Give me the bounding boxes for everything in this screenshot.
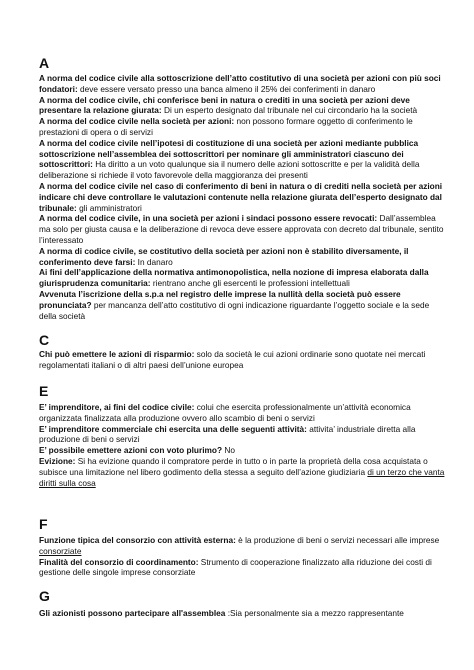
answer: :Sia personalmente sia a mezzo rappresentante — [225, 608, 404, 618]
question: Chi può emettere le azioni di risparmio: — [39, 349, 195, 359]
question: A norma del codice civile, chi conferisce beni in natura o crediti in una società per azioni deve presentare la relazione giurata: — [39, 94, 410, 116]
answer: Strumento di cooperazione finalizzato alla riduzione dei costi di gestione delle singole imprese consorziate — [39, 556, 432, 578]
entry-e-1 — [39, 402, 445, 424]
entry-a-1 — [39, 73, 445, 95]
section-a-entries — [39, 73, 445, 321]
answer: è la produzione di beni o servizi necessari alle imprese — [235, 535, 440, 545]
question: A norma del codice civile nella società per azioni: — [39, 116, 235, 127]
question: A norma del codice civile alla sottoscrizione dell’atto costitutivo di una società per azioni con più soci fondatori: — [39, 73, 441, 94]
answer: non possono formare oggetto di conferimento le prestazioni di opera o di servizi — [39, 116, 413, 137]
answer: gli amministratori — [76, 202, 142, 213]
entry-a-6 — [39, 213, 445, 245]
answer: Di un esperto designato dal tribunale nel cui circondario ha la società — [161, 105, 418, 116]
answer: Ha diritto a un voto qualunque sia il numero delle azioni sottoscritte e per la validità della deliberazione si richiede il voto favorevole della maggioranza dei presenti — [39, 159, 420, 181]
entry-a-4 — [39, 138, 445, 181]
question: Ai fini dell’applicazione della normativa antimonopolistica, nella nozione di impresa elaborata dalla giurisprudenza comunitaria: — [39, 267, 429, 289]
section-letter-g: G — [39, 588, 50, 604]
section-e-entries — [39, 402, 445, 488]
question: E’ imprenditore commerciale chi esercita una delle seguenti attività: — [39, 423, 307, 434]
question: A norma del codice civile nel caso di conferimento di beni in natura o di crediti nella società per azioni indicare chi deve controllare le valutazioni contenute nella relazione giurata dell’esperto designato dal tribunale: — [39, 180, 443, 213]
section-letter-a: A — [39, 55, 50, 71]
question: A norma del codice civile nell’ipotesi di costituzione di una società per azioni mediante pubblica sottoscrizione nell’assemblea dei sottoscrittori per nominare gli amministratori ciascuno dei sottoscrittori: — [39, 137, 419, 170]
entry-c-1 — [39, 349, 445, 371]
entry-e-2 — [39, 424, 445, 446]
question: Avvenuta l’iscrizione della s.p.a nel registro delle imprese la nullità della società può essere pronunciata? — [39, 288, 401, 310]
answer: No — [222, 445, 235, 456]
question: Evizione: — [39, 455, 76, 466]
section-letter-c: C — [39, 332, 50, 348]
entry-a-7 — [39, 246, 445, 268]
section-letter-f: F — [39, 516, 48, 532]
answer: attivita’ industriale diretta alla produzione di beni o servizi — [39, 423, 416, 445]
section-letter-e: E — [39, 383, 49, 399]
question: Gli azionisti possono partecipare all'assemblea — [39, 608, 226, 618]
answer: Si ha evizione quando il compratore perde in tutto o in parte la proprietà della cosa acquistata o subisce una limitazione nel libero godimento della stessa a seguito dell’azione giudiziaria — [39, 455, 428, 477]
answer: In danaro — [135, 256, 173, 267]
answer: deve essere versato presso una banca almeno il 25% dei conferimenti in danaro — [77, 83, 376, 94]
question: A norma del codice civile, in una società per azioni i sindaci possono essere revocati: — [39, 213, 378, 224]
entry-e-4 — [39, 456, 445, 488]
question: E’ possibile emettere azioni con voto plurimo? — [39, 445, 223, 456]
entry-a-8 — [39, 267, 445, 289]
entry-f-1 — [39, 535, 445, 557]
entry-e-3 — [39, 445, 445, 456]
question: Finalità del consorzio di coordinamento: — [39, 556, 199, 567]
question: E’ imprenditore, ai fini del codice civile: — [39, 402, 195, 412]
answer: Dall’assemblea ma solo per giusta causa e la deliberazione di revoca deve essere approvata con decreto dal tribunale, sentito l’interessato — [39, 213, 444, 245]
entry-a-3 — [39, 116, 445, 138]
section-f-entries — [39, 535, 445, 578]
section-g-entries — [39, 608, 445, 619]
answer-underlined: consorziate — [39, 545, 82, 556]
answer: rientrano anche gli esercenti le professioni intellettuali — [150, 278, 350, 289]
answer: solo da società le cui azioni ordinarie sono quotate nei mercati regolamentati italiani o di altri paesi dell’unione europea — [39, 349, 426, 370]
entry-a-2 — [39, 95, 445, 117]
entry-f-2 — [39, 557, 445, 579]
entry-g-1 — [39, 608, 445, 619]
entry-a-5 — [39, 181, 445, 213]
answer-underlined: di un terzo che vanta diritti sulla cosa — [39, 466, 445, 488]
question: A norma di codice civile, se costitutivo della società per azioni non è stabilito diversamente, il conferimento deve farsi: — [39, 245, 409, 267]
entry-a-9 — [39, 289, 445, 321]
question: Funzione tipica del consorzio con attività esterna: — [39, 535, 236, 545]
answer: colui che esercita professionalmente un’attività economica organizzata finalizzata alla produzione ovvero allo scambio di beni o servizi — [39, 402, 411, 423]
section-c-entries — [39, 349, 445, 371]
answer: per mancanza dell’atto costitutivo di ogni indicazione riguardante l’oggetto sociale e la sede della società — [39, 299, 430, 321]
